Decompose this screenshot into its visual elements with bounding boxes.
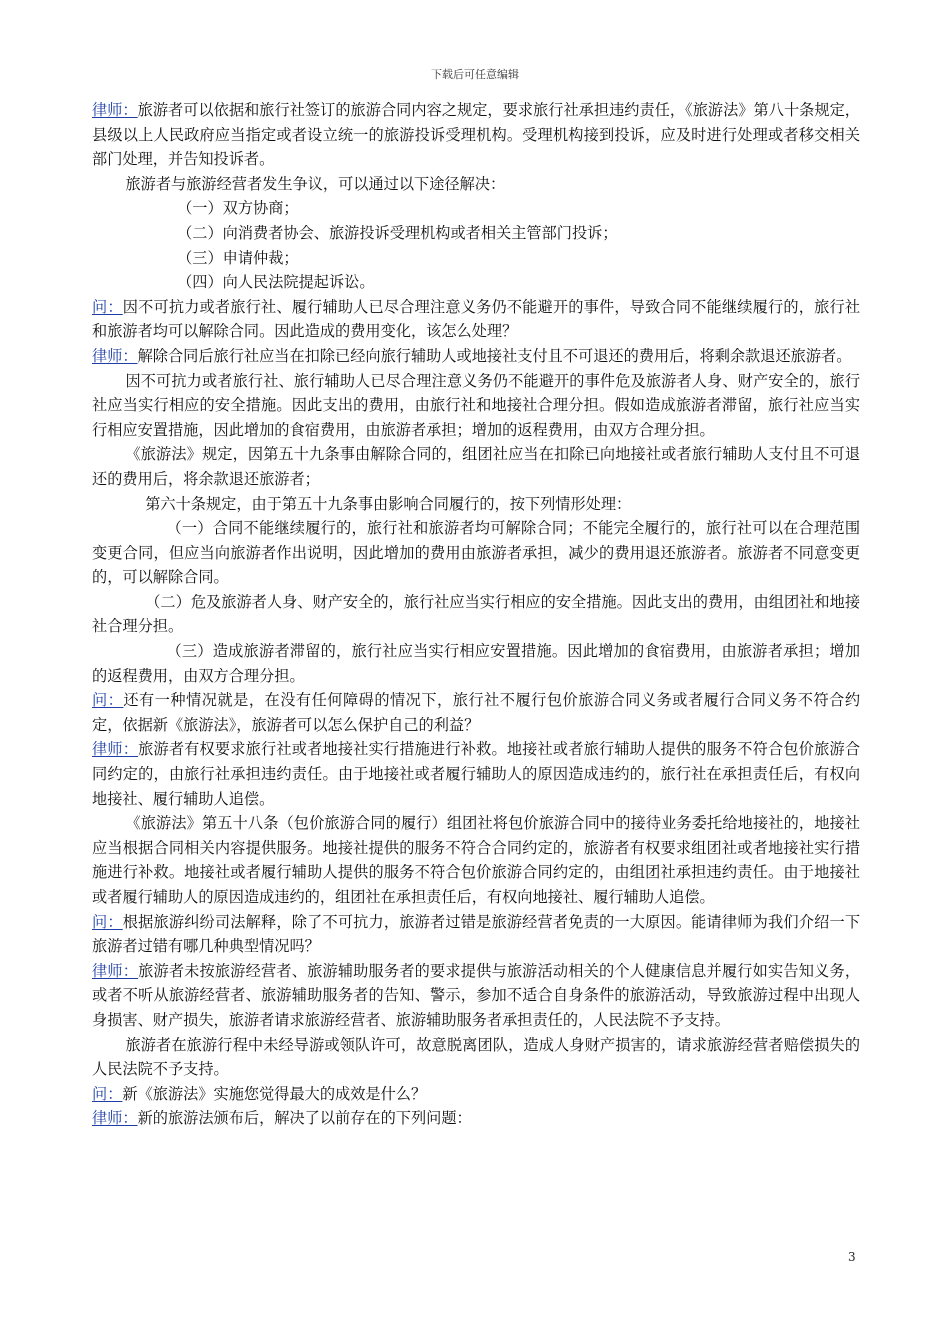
paragraph-text: 《旅游法》规定，因第五十九条事由解除合同的，组团社应当在扣除已向地接社或者旅行辅助人支付且不可退还的费用后，将余款退还旅游者；: [92, 445, 860, 488]
paragraph: [92, 369, 860, 443]
paragraph-text: 《旅游法》第五十八条（包价旅游合同的履行）组团社将包价旅游合同中的接待业务委托给地接社的，地接社应当根据合同相关内容提供服务。地接社提供的服务不符合合同约定的，旅游者有权要求组团社或者地接社实行措施进行补救。地接社或者履行辅助人提供的服务不符合包价旅游合同约定的，由组团社承担违约责任。由于地接社或者履行辅助人的原因造成违约的，组团社在承担责任后，有权向地接社、履行辅助人追偿。: [92, 814, 860, 906]
paragraph-text: （一）双方协商；: [177, 199, 299, 218]
paragraph: [92, 959, 860, 1033]
list-item: [92, 516, 860, 590]
list-item: [92, 246, 860, 271]
paragraph-text: （一）合同不能继续履行的，旅行社和旅游者均可解除合同；不能完全履行的，旅行社可以在合理范围变更合同，但应当向旅游者作出说明，因此增加的费用由旅游者承担，减少的费用退还旅游者。旅游者不同意变更的，可以解除合同。: [92, 519, 860, 587]
list-item: [92, 639, 860, 688]
paragraph: [92, 172, 860, 197]
paragraph: [92, 688, 860, 737]
speaker-label: 律师：: [92, 346, 138, 365]
paragraph-text: 旅游者在旅游行程中未经导游或领队许可，故意脱离团队，造成人身财产损害的，请求旅游经营者赔偿损失的人民法院不予支持。: [92, 1035, 860, 1079]
paragraph: [92, 910, 860, 959]
page-header: 下载后可任意编辑: [431, 68, 519, 81]
paragraph: [92, 492, 860, 517]
paragraph-text: 新《旅游法》实施您觉得最大的成效是什么？: [122, 1084, 427, 1103]
paragraph-text: 旅游者可以依据和旅行社签订的旅游合同内容之规定，要求旅行社承担违约责任，《旅游法》第八十条规定，县级以上人民政府应当指定或者设立统一的旅游投诉受理机构。受理机构接到投诉，应及时进行处理或者移交相关部门处理，并告知投诉者。: [92, 101, 860, 169]
paragraph-text: 因不可抗力或者旅行社、旅行辅助人已尽合理注意义务仍不能避开的事件危及旅游者人身、财产安全的，旅行社应当实行相应的安全措施。因此支出的费用，由旅行社和地接社合理分担。假如造成旅游者滞留，旅行社应当实行相应安置措施，因此增加的食宿费用，由旅游者承担；增加的返程费用，由双方合理分担。: [92, 371, 860, 439]
speaker-label: 问：: [92, 1084, 123, 1103]
paragraph-text: （三）申请仲裁；: [177, 248, 299, 267]
paragraph-text: 旅游者有权要求旅行社或者地接社实行措施进行补救。地接社或者旅行辅助人提供的服务不符合包价旅游合同约定的，由旅行社承担违约责任。由于地接社或者履行辅助人的原因造成违约的，旅行社在承担责任后，有权向地接社、履行辅助人追偿。: [92, 740, 861, 808]
paragraph-text: 旅游者与旅游经营者发生争议，可以通过以下途径解决：: [125, 174, 506, 193]
paragraph: [92, 295, 860, 344]
speaker-label: 律师：: [92, 740, 139, 759]
list-item: [92, 196, 860, 221]
document-body: [92, 98, 860, 1131]
paragraph: [92, 737, 860, 811]
paragraph: [92, 1106, 860, 1131]
page-number: 3: [848, 1250, 856, 1264]
paragraph-text: 还有一种情况就是，在没有任何障碍的情况下，旅行社不履行包价旅游合同义务或者履行合同义务不符合约定，依据新《旅游法》，旅游者可以怎么保护自己的利益？: [92, 691, 861, 734]
paragraph-text: （二）危及旅游者人身、财产安全的，旅行社应当实行相应的安全措施。因此支出的费用，由组团社和地接社合理分担。: [92, 592, 860, 636]
speaker-label: 问：: [92, 297, 123, 316]
speaker-label: 律师：: [92, 101, 138, 119]
list-item: [92, 221, 860, 246]
paragraph: [92, 344, 860, 369]
list-item: [92, 590, 860, 639]
paragraph-text: （三）造成旅游者滞留的，旅行社应当实行相应安置措施。因此增加的食宿费用，由旅游者承担；增加的返程费用，由双方合理分担。: [92, 642, 860, 685]
paragraph-text: 第六十条规定，由于第五十九条事由影响合同履行的，按下列情形处理：: [145, 494, 632, 513]
paragraph: [92, 442, 860, 491]
paragraph-text: 根据旅游纠纷司法解释，除了不可抗力，旅游者过错是旅游经营者免责的一大原因。能请律师为我们介绍一下旅游者过错有哪几种典型情况吗？: [92, 912, 861, 956]
speaker-label: 律师：: [92, 961, 139, 980]
paragraph-text: 因不可抗力或者旅行社、履行辅助人已尽合理注意义务仍不能避开的事件，导致合同不能继续履行的，旅行社和旅游者均可以解除合同。因此造成的费用变化，该怎么处理？: [92, 297, 861, 341]
speaker-label: 律师：: [92, 1109, 138, 1128]
paragraph: [92, 98, 860, 172]
paragraph: [92, 811, 860, 909]
paragraph: [92, 1082, 860, 1107]
list-item: [92, 270, 860, 295]
paragraph-text: 解除合同后旅行社应当在扣除已经向旅行辅助人或地接社支付且不可退还的费用后，将剩余款退还旅游者。: [137, 346, 852, 365]
paragraph-text: （四）向人民法院提起诉讼。: [177, 273, 375, 292]
paragraph: [92, 1033, 860, 1082]
speaker-label: 问：: [92, 912, 123, 931]
paragraph-text: 新的旅游法颁布后，解决了以前存在的下列问题：: [137, 1109, 472, 1128]
speaker-label: 问：: [92, 691, 124, 710]
paragraph-text: （二）向消费者协会、旅游投诉受理机构或者相关主管部门投诉；: [177, 223, 618, 242]
paragraph-text: 旅游者未按旅游经营者、旅游辅助服务者的要求提供与旅游活动相关的个人健康信息并履行如实告知义务，或者不听从旅游经营者、旅游辅助服务者的告知、警示，参加不适合自身条件的旅游活动，导致旅游过程中出现人身损害、财产损失，旅游者请求旅游经营者、旅游辅助服务者承担责任的，人民法院不予支持。: [92, 961, 861, 1029]
